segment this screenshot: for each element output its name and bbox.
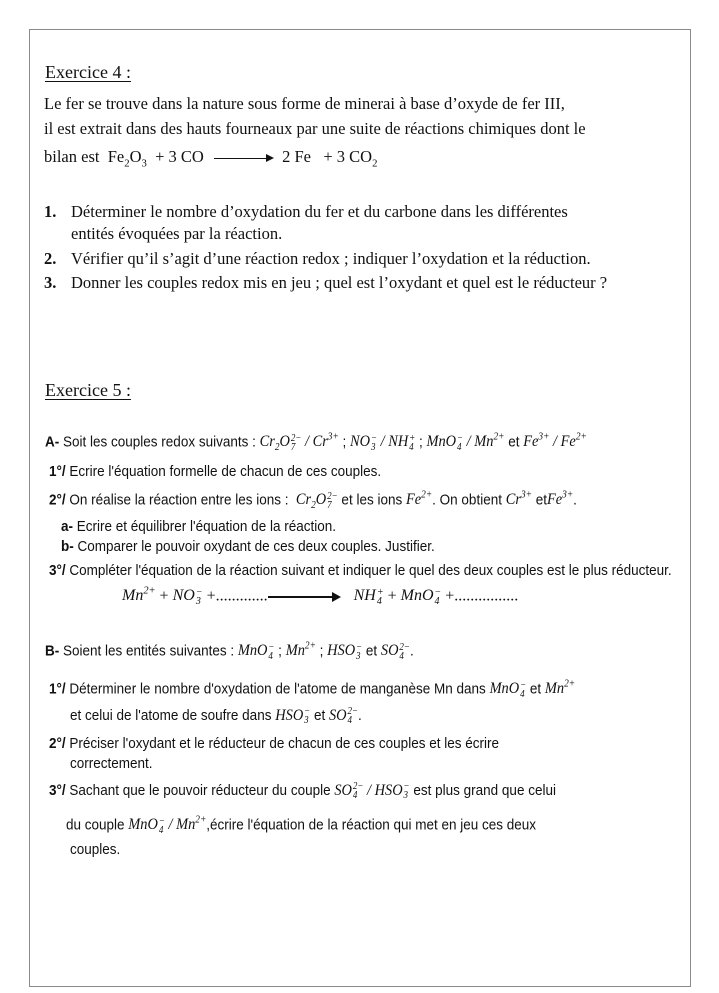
ex5-Ab: b- Comparer le pouvoir oxydant de ces deux couples. Justifier.	[61, 538, 435, 555]
ex4-intro-line2: il est extrait dans des hauts fourneaux par une suite de réactions chimiques dont le	[44, 119, 586, 138]
ex5-B1-cont: et celui de l'atome de soufre dans HSO − 3 et SO 2− 4 .	[70, 706, 362, 727]
ex5-B3-cont2: couples.	[70, 841, 121, 858]
ex4-question-1-cont: entités évoquées par la réaction.	[71, 224, 283, 243]
equation-product-co2: + 3 $CO_2$	[323, 147, 378, 170]
ex5-A3-equation: $Mn^{2+}$ + NO − 3 +............. NH + 4 + MnO − 4 +................	[122, 586, 519, 607]
equation-reactant-co: + 3 CO	[150, 147, 204, 166]
exercise-4-title: Exercice 4 :	[45, 62, 131, 82]
equation-reactant-fe2o3: $Fe_2O_3$	[107, 147, 147, 170]
ex4-intro-line1: Le fer se trouve dans la nature sous forme de minerai à base d’oxyde de fer III,	[44, 94, 565, 113]
exercise-5-title: Exercice 5 :	[45, 380, 131, 400]
ex5-B1: 1°/ Déterminer le nombre d'oxydation de l'atome de manganèse Mn dans MnO − 4 et $Mn^{2+}$	[49, 679, 576, 700]
ex4-bilan-label: bilan est	[44, 147, 100, 166]
ex5-A1: 1°/ Ecrire l'équation formelle de chacun de ces couples.	[49, 463, 382, 480]
ex5-Aa: a- Ecrire et équilibrer l'équation de la réaction.	[61, 518, 336, 535]
reaction-arrow-icon	[268, 596, 338, 598]
ex4-question-1: 1. Déterminer le nombre d’oxydation du fer et du carbone dans les différentes	[44, 202, 568, 221]
ex5-B3: 3°/ Sachant que le pouvoir réducteur du couple SO 2− 4 / HSO − 3 est plus grand que celui	[49, 781, 556, 802]
equation-product-fe: 2 Fe	[282, 147, 311, 166]
ex5-A3: 3°/ Compléter l'équation de la réaction suivant et indiquer le quel des deux couples est le plus réducteur.	[49, 562, 672, 579]
ex5-A-intro: A- Soit les couples redox suivants : $Cr_2O$ 2− 7 / $Cr^{3+}$ ; NO − 3 / NH + 4 ; MnO − 4 / $Mn^{2+}$ et $Fe^{3+} / Fe^{2+}$	[45, 432, 587, 454]
reaction-arrow-icon	[214, 158, 272, 159]
ex5-B3-cont: du couple MnO − 4 / $Mn^{2+},écrire$ l'équation de la réaction qui met en jeu ces deux	[66, 815, 537, 836]
ex5-B2-cont: correctement.	[70, 755, 153, 772]
ex5-B-intro: B- Soient les entités suivantes : MnO − 4 ; $Mn^{2+}$ ; HSO − 3 et SO 2− 4 .	[45, 641, 414, 662]
ex4-question-2: 2. Vérifier qu’il s’agit d’une réaction redox ; indiquer l’oxydation et la réduction.	[44, 249, 591, 268]
ex4-intro-line3	[44, 146, 377, 174]
ex5-B2: 2°/ Préciser l'oxydant et le réducteur de chacun de ces couples et les écrire	[49, 735, 499, 752]
ex5-A2: 2°/ On réalise la réaction entre les ions : $Cr_2O$ 2− 7 et les ions $Fe^{2+}$. On obtient $Cr^{3+}$ etFe$^{3+}$.	[49, 490, 577, 512]
ex4-question-3: 3. Donner les couples redox mis en jeu ; quel est l’oxydant et quel est le réducteur ?	[44, 273, 608, 292]
